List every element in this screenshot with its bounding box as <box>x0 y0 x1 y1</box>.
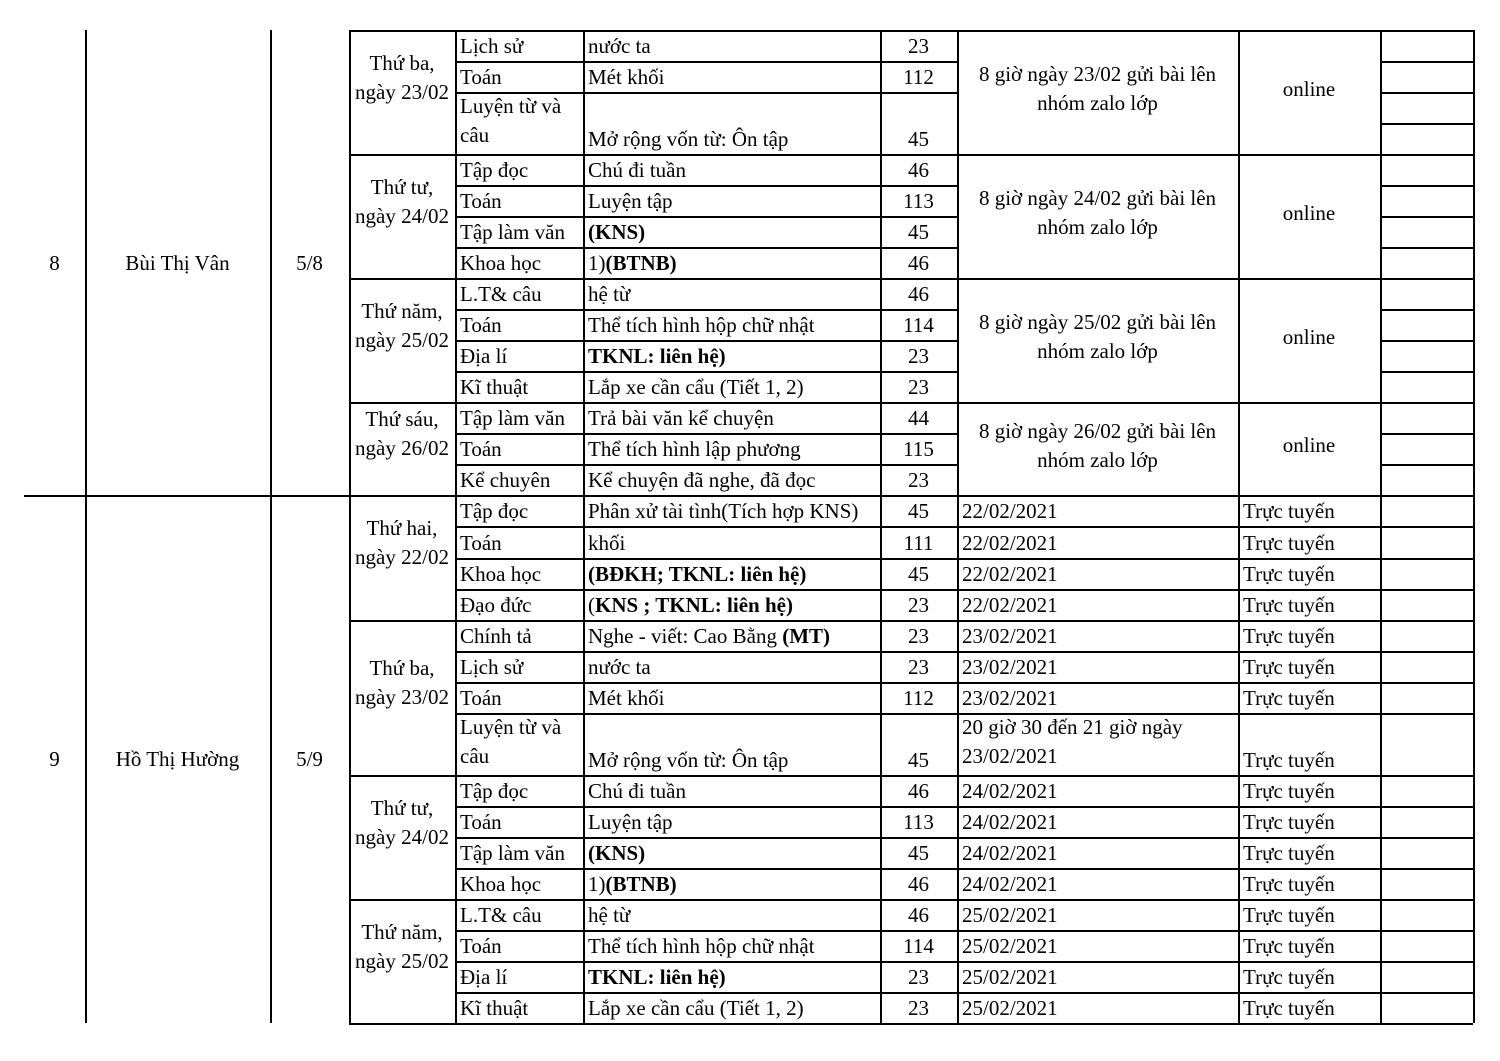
lesson-cell <box>583 622 880 651</box>
lesson-bold-text: (BTNB) <box>605 251 677 275</box>
period-cell: 113 <box>903 189 934 213</box>
lesson-cell: Chú đi tuần <box>588 779 686 803</box>
period-cell: 45 <box>908 748 929 772</box>
grid-line <box>1380 92 1473 94</box>
lesson-cell: Mở rộng vốn từ: Ôn tập <box>588 748 789 772</box>
subject-cell: Kể chuyên <box>460 468 551 492</box>
subject-cell: Luyện từ và câu <box>460 94 562 147</box>
lesson-cell: Thể tích hình lập phương <box>588 437 801 461</box>
subject-cell: Toán <box>460 810 502 834</box>
date-cell: 24/02/2021 <box>962 841 1058 865</box>
lesson-cell: khối <box>588 531 626 555</box>
period-cell: 46 <box>908 282 929 306</box>
grid-line <box>1380 216 1473 218</box>
subject-cell: Địa lí <box>460 344 508 368</box>
day-label: Thứ ba, ngày 23/02 <box>355 50 449 104</box>
period-cell: 23 <box>908 655 929 679</box>
teacher-name: Bùi Thị Vân <box>125 250 230 275</box>
lesson-cell <box>583 839 880 868</box>
date-cell: 23/02/2021 <box>962 624 1058 648</box>
date-cell: 22/02/2021 <box>962 562 1058 586</box>
mode-cell: Trực tuyến <box>1243 841 1335 865</box>
subject-cell: Toán <box>460 65 502 89</box>
grid-line <box>1380 464 1473 466</box>
period-cell: 46 <box>908 251 929 275</box>
deadline-cell: 8 giờ ngày 24/02 gửi bài lên nhóm zalo lớp <box>978 186 1217 239</box>
period-cell: 23 <box>908 468 929 492</box>
mode-cell: online <box>1282 433 1336 457</box>
mode-cell: Trực tuyến <box>1243 965 1335 989</box>
lesson-cell: Thể tích hình hộp chữ nhật <box>588 934 815 958</box>
grid-line <box>455 526 1473 528</box>
subject-cell: Khoa học <box>460 562 542 586</box>
class-cell: 5/8 <box>296 250 323 275</box>
lesson-bold-text: (KNS) <box>588 841 646 865</box>
grid-line <box>1380 30 1382 1023</box>
mode-cell: Trực tuyến <box>1243 903 1335 927</box>
period-cell: 46 <box>908 872 929 896</box>
day-label: Thứ sáu, ngày 26/02 <box>355 407 449 460</box>
subject-cell: Luyện từ và câu <box>460 715 562 768</box>
date-cell: 23/02/2021 <box>962 686 1058 710</box>
subject-cell: Toán <box>460 313 502 337</box>
date-cell: 25/02/2021 <box>962 965 1058 989</box>
mode-cell: Trực tuyến <box>1243 624 1335 648</box>
subject-cell: Toán <box>460 934 502 958</box>
lesson-cell: Lắp xe cần cẩu (Tiết 1, 2) <box>588 375 804 399</box>
lesson-cell: Luyện tập <box>588 189 673 213</box>
subject-cell: L.T& câu <box>460 903 542 927</box>
subject-cell: Tập làm văn <box>460 841 565 865</box>
subject-cell: Tập làm văn <box>460 406 565 430</box>
lesson-cell: nước ta <box>588 34 651 58</box>
lesson-cell: Mở rộng vốn từ: Ôn tập <box>588 127 789 151</box>
mode-cell: online <box>1282 324 1336 349</box>
period-cell: 46 <box>908 779 929 803</box>
grid-line <box>957 30 959 1023</box>
subject-cell: Địa lí <box>460 965 508 989</box>
deadline-cell: 8 giờ ngày 23/02 gửi bài lên nhóm zalo lớp <box>978 62 1217 115</box>
period-cell: 114 <box>903 934 934 958</box>
grid-line <box>1380 371 1473 373</box>
period-cell: 23 <box>908 624 929 648</box>
period-cell: 114 <box>903 313 934 337</box>
period-cell: 45 <box>908 127 929 151</box>
subject-cell: Toán <box>460 437 502 461</box>
lesson-bold-text: (BTNB) <box>605 872 677 896</box>
day-label: Thứ năm, ngày 25/02 <box>355 919 449 973</box>
subject-cell: Đạo đức <box>460 593 532 617</box>
date-cell: 24/02/2021 <box>962 872 1058 896</box>
day-label: Thứ ba, ngày 23/02 <box>355 656 449 709</box>
period-cell: 23 <box>908 965 929 989</box>
lesson-cell: hệ từ <box>588 282 631 306</box>
period-cell: 23 <box>908 344 929 368</box>
period-cell: 113 <box>903 810 934 834</box>
lesson-cell: Chú đi tuần <box>588 158 686 182</box>
grid-line <box>270 30 272 1023</box>
mode-cell: Trực tuyến <box>1243 996 1335 1020</box>
subject-cell: Toán <box>460 531 502 555</box>
lesson-cell <box>583 963 880 992</box>
mode-cell: Trực tuyến <box>1243 748 1335 772</box>
day-label: Thứ tư, ngày 24/02 <box>355 174 449 228</box>
mode-cell: online <box>1282 200 1336 225</box>
grid-line <box>1380 433 1473 435</box>
subject-cell: Khoa học <box>460 251 542 275</box>
day-label: Thứ tư, ngày 24/02 <box>355 795 449 849</box>
lesson-cell: Trả bài văn kể chuyện <box>588 406 774 430</box>
date-cell: 24/02/2021 <box>962 779 1058 803</box>
period-cell: 23 <box>908 593 929 617</box>
lesson-cell: Mét khối <box>588 686 665 710</box>
mode-cell: Trực tuyến <box>1243 655 1335 679</box>
subject-cell: Khoa học <box>460 872 542 896</box>
mode-cell: Trực tuyến <box>1243 872 1335 896</box>
grid-line <box>1380 185 1473 187</box>
lesson-cell <box>583 342 880 371</box>
mode-cell: Trực tuyến <box>1243 810 1335 834</box>
teacher-name: Hồ Thị Hường <box>115 747 240 771</box>
grid-line <box>1380 247 1473 249</box>
stt-cell: 8 <box>49 250 60 275</box>
lesson-bold-text: KNS ; TKNL: liên hệ) <box>595 593 793 617</box>
grid-line <box>1380 123 1473 125</box>
period-cell: 46 <box>908 903 929 927</box>
date-cell: 20 giờ 30 đến 21 giờ ngày 23/02/2021 <box>962 715 1183 768</box>
date-cell: 24/02/2021 <box>962 810 1058 834</box>
period-cell: 115 <box>903 437 934 461</box>
subject-cell: Chính tả <box>460 624 532 648</box>
subject-cell: Tập đọc <box>460 499 529 523</box>
period-cell: 46 <box>908 158 929 182</box>
subject-cell: Tập đọc <box>460 779 529 803</box>
period-cell: 45 <box>908 220 929 244</box>
grid-line <box>24 495 1473 497</box>
date-cell: 22/02/2021 <box>962 531 1058 555</box>
lesson-cell: Phân xử tài tình(Tích hợp KNS) <box>588 499 859 523</box>
mode-cell: Trực tuyến <box>1243 562 1335 586</box>
mode-cell: Trực tuyến <box>1243 934 1335 958</box>
lesson-cell: Mét khối <box>588 65 665 89</box>
period-cell: 44 <box>908 406 929 430</box>
mode-cell: Trực tuyến <box>1243 499 1335 523</box>
grid-line <box>1380 61 1473 63</box>
grid-line <box>1473 30 1475 1023</box>
lesson-text: Nghe - viết: Cao Bằng <box>588 624 783 648</box>
subject-cell: Tập đọc <box>460 158 529 182</box>
grid-line <box>349 30 1473 32</box>
lesson-bold-text: (MT) <box>782 624 831 648</box>
mode-cell: online <box>1282 76 1336 101</box>
lesson-cell: Luyện tập <box>588 810 673 834</box>
period-cell: 45 <box>908 841 929 865</box>
lesson-cell: Thể tích hình hộp chữ nhật <box>588 313 815 337</box>
date-cell: 25/02/2021 <box>962 996 1058 1020</box>
period-cell: 112 <box>903 65 934 89</box>
period-cell: 111 <box>903 531 934 555</box>
lesson-bold-text: TKNL: liên hệ) <box>588 965 726 989</box>
subject-cell: Toán <box>460 686 502 710</box>
mode-cell: Trực tuyến <box>1243 593 1335 617</box>
deadline-cell: 8 giờ ngày 26/02 gửi bài lên nhóm zalo lớp <box>978 418 1217 472</box>
deadline-cell: 8 giờ ngày 25/02 gửi bài lên nhóm zalo lớp <box>978 310 1217 363</box>
lesson-cell: Lắp xe cần cẩu (Tiết 1, 2) <box>588 996 804 1020</box>
lesson-cell: hệ từ <box>588 903 631 927</box>
grid-line <box>1380 309 1473 311</box>
subject-cell: Kĩ thuật <box>460 996 529 1020</box>
lesson-text: 1) <box>588 872 606 896</box>
mode-cell: Trực tuyến <box>1243 779 1335 803</box>
subject-cell: L.T& câu <box>460 282 542 306</box>
date-cell: 25/02/2021 <box>962 903 1058 927</box>
lesson-text: ( <box>588 593 595 617</box>
lesson-text: 1) <box>588 251 606 275</box>
lesson-cell <box>583 560 880 589</box>
lesson-bold-text: (KNS) <box>588 220 646 244</box>
class-cell: 5/9 <box>296 747 323 771</box>
lesson-cell <box>583 218 880 247</box>
period-cell: 23 <box>908 34 929 58</box>
lesson-cell <box>583 591 880 620</box>
period-cell: 45 <box>908 499 929 523</box>
subject-cell: Tập làm văn <box>460 220 565 244</box>
period-cell: 112 <box>903 686 934 710</box>
grid-line <box>349 1023 1473 1025</box>
grid-line <box>85 30 87 1023</box>
lesson-cell: nước ta <box>588 655 651 679</box>
stt-cell: 9 <box>49 747 60 771</box>
date-cell: 25/02/2021 <box>962 934 1058 958</box>
period-cell: 23 <box>908 996 929 1020</box>
subject-cell: Lịch sử <box>460 34 524 58</box>
date-cell: 22/02/2021 <box>962 593 1058 617</box>
grid-line <box>1238 30 1240 1023</box>
subject-cell: Kĩ thuật <box>460 375 529 399</box>
date-cell: 23/02/2021 <box>962 655 1058 679</box>
grid-line <box>1380 340 1473 342</box>
lesson-cell: Kể chuyện đã nghe, đã đọc <box>588 468 816 492</box>
lesson-cell <box>583 249 880 278</box>
lesson-bold-text: TKNL: liên hệ) <box>588 344 726 368</box>
grid-line <box>349 30 351 1023</box>
subject-cell: Toán <box>460 189 502 213</box>
grid-line <box>455 30 457 1023</box>
lesson-bold-text: (BĐKH; TKNL: liên hệ) <box>588 562 807 586</box>
mode-cell: Trực tuyến <box>1243 531 1335 555</box>
day-label: Thứ hai, ngày 22/02 <box>355 516 449 569</box>
mode-cell: Trực tuyến <box>1243 686 1335 710</box>
day-label: Thứ năm, ngày 25/02 <box>355 298 449 352</box>
grid-line <box>880 30 882 1023</box>
grid-line <box>583 30 585 1023</box>
period-cell: 45 <box>908 562 929 586</box>
period-cell: 23 <box>908 375 929 399</box>
subject-cell: Lịch sử <box>460 655 524 679</box>
date-cell: 22/02/2021 <box>962 499 1058 523</box>
lesson-cell <box>583 870 880 899</box>
